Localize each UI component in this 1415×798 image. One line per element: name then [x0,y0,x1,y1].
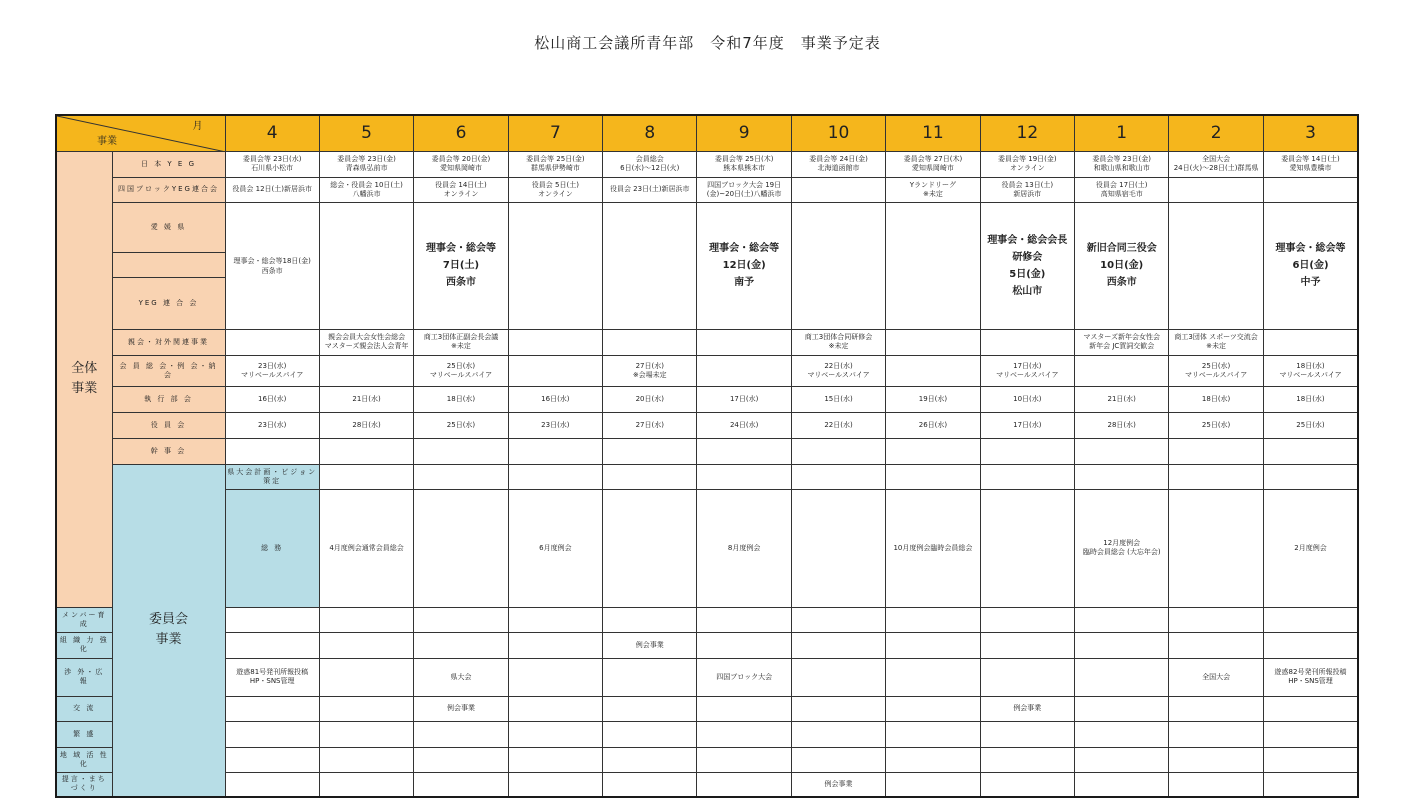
page-title: 松山商工会議所青年部 令和7年度 事業予定表 [534,34,881,52]
schedule-cell: 会員総会 6日(水)～12日(火) [603,151,697,177]
table-row [56,202,1358,252]
schedule-cell: 12月度例会 臨時会員総会 (大忘年会) [1075,489,1169,607]
schedule-cell: 全国大会 24日(火)～28日(土)群馬県 [1169,151,1263,177]
schedule-cell: 16日(水) [508,386,602,412]
schedule-cell: 遊惑81号発刊所報投稿 HP・SNS管理 [225,658,319,696]
table-row [56,177,1358,202]
table-row [56,772,1358,797]
schedule-cell: 25日(水) マリベールスパイア [1169,355,1263,386]
schedule-cell: 役員会 14日(土) オンライン [414,177,508,202]
schedule-cell [603,202,697,329]
schedule-cell [414,772,508,797]
schedule-cell: 26日(水) [886,412,980,438]
schedule-cell: 遊惑82号発刊所報投稿 HP・SNS管理 [1263,658,1357,696]
schedule-cell: 23日(水) [508,412,602,438]
row-label-ehime: 愛 媛 県 [112,202,225,252]
schedule-cell [319,438,413,464]
schedule-cell [1263,607,1357,632]
schedule-cell: 18日(水) マリベールスパイア [1263,355,1357,386]
schedule-cell [1169,607,1263,632]
schedule-cell [319,607,413,632]
schedule-cell [886,464,980,489]
schedule-cell: 県大会 [414,658,508,696]
schedule-cell [603,329,697,355]
schedule-cell: 委員会等 25日(金) 群馬県伊勢崎市 [508,151,602,177]
table-row [56,115,1358,151]
schedule-cell [414,438,508,464]
schedule-cell: 16日(水) [225,386,319,412]
schedule-cell [319,772,413,797]
schedule-cell: 25日(水) [1263,412,1357,438]
schedule-cell [1169,696,1263,721]
schedule-cell: 全国大会 [1169,658,1263,696]
schedule-cell: 25日(水) [1169,412,1263,438]
schedule-cell [980,632,1074,658]
schedule-cell [791,489,885,607]
schedule-cell: 18日(水) [414,386,508,412]
schedule-cell [1075,772,1169,797]
schedule-cell [1169,632,1263,658]
schedule-cell: 理事会・総会会長 研修会 5日(金) 松山市 [980,202,1074,329]
schedule-cell [319,202,413,329]
table-row [56,489,1358,607]
schedule-cell [508,721,602,747]
schedule-cell [225,329,319,355]
schedule-cell [508,772,602,797]
schedule-cell [791,202,885,329]
schedule-cell: 例会事業 [791,772,885,797]
schedule-cell [603,721,697,747]
row-label-hanjo: 繁 盛 [56,721,112,747]
schedule-cell [1263,747,1357,772]
schedule-cell: 19日(水) [886,386,980,412]
schedule-cell: 四国ブロック大会 [697,658,791,696]
schedule-cell: 委員会等 24日(金) 北海道函館市 [791,151,885,177]
schedule-cell: 商工3団体合同研修会 ※未定 [791,329,885,355]
schedule-cell [225,772,319,797]
schedule-cell: 22日(水) [791,412,885,438]
schedule-cell [508,696,602,721]
schedule-cell [225,721,319,747]
group-committee-label: 委員会 事業 [112,464,225,797]
row-label-kentaikai: 県大会計画・ビジョン策定 [225,464,319,489]
schedule-cell [1263,464,1357,489]
schedule-cell [225,747,319,772]
schedule-cell [886,696,980,721]
month-header: 12 [980,115,1074,151]
table-row [56,696,1358,721]
row-label-nihon_yeg: 日 本 Y E G [112,151,225,177]
schedule-cell [319,696,413,721]
schedule-cell [414,721,508,747]
schedule-cell: 17日(水) [980,412,1074,438]
schedule-cell [319,658,413,696]
table-row [56,607,1358,632]
schedule-cell [1263,438,1357,464]
schedule-cell [508,747,602,772]
row-label-shogai: 渉 外・広 報 [56,658,112,696]
schedule-cell [980,658,1074,696]
schedule-cell [1075,607,1169,632]
schedule-cell [319,721,413,747]
schedule-cell [791,438,885,464]
schedule-cell: マスターズ新年会女性会 新年会 JC賀詞交歓会 [1075,329,1169,355]
schedule-cell [697,632,791,658]
row-label-shikkobu: 執 行 部 会 [112,386,225,412]
schedule-cell [980,721,1074,747]
schedule-cell [1075,747,1169,772]
schedule-cell [225,632,319,658]
schedule-cell [980,489,1074,607]
schedule-cell [1075,464,1169,489]
table-row [56,412,1358,438]
schedule-cell: 21日(水) [1075,386,1169,412]
schedule-cell: 商工3団体 スポーツ交流会 ※未定 [1169,329,1263,355]
month-header: 9 [697,115,791,151]
schedule-cell: Yランドリーグ ※未定 [886,177,980,202]
row-label-yakuin: 役 員 会 [112,412,225,438]
schedule-cell: 役員会 12日(土)新居浜市 [225,177,319,202]
schedule-cell [697,747,791,772]
schedule-cell [886,632,980,658]
schedule-cell [980,747,1074,772]
row-label-somu: 総 務 [225,489,319,607]
schedule-cell [1169,177,1263,202]
schedule-cell: 役員会 13日(土) 新居浜市 [980,177,1074,202]
schedule-cell: 理事会・総会等 6日(金) 中予 [1263,202,1357,329]
month-header: 3 [1263,115,1357,151]
schedule-cell: 例会事業 [414,696,508,721]
schedule-cell [697,607,791,632]
row-label-soshiki: 組 織 力 強 化 [56,632,112,658]
schedule-cell [225,607,319,632]
schedule-cell [1263,721,1357,747]
row-label-oyakai: 親会・対外関連事業 [112,329,225,355]
schedule-cell: 役員会 17日(土) 高知県宿毛市 [1075,177,1169,202]
schedule-cell [1263,177,1357,202]
schedule-cell [697,696,791,721]
schedule-cell [1169,464,1263,489]
schedule-cell [1169,772,1263,797]
row-label-kanji: 幹 事 会 [112,438,225,464]
schedule-cell [791,632,885,658]
schedule-cell: 10月度例会臨時会員総会 [886,489,980,607]
table-row [56,658,1358,696]
schedule-cell: 理事会・総会等 12日(金) 南予 [697,202,791,329]
schedule-cell [886,721,980,747]
schedule-cell: 例会事業 [603,632,697,658]
schedule-cell: 10日(水) [980,386,1074,412]
schedule-cell [791,464,885,489]
schedule-cell [603,747,697,772]
schedule-cell [508,438,602,464]
schedule-cell: 21日(水) [319,386,413,412]
row-label-teigen: 提言・まちづくり [56,772,112,797]
schedule-cell [414,464,508,489]
schedule-cell [603,438,697,464]
table-row [56,386,1358,412]
month-header: 5 [319,115,413,151]
schedule-cell: 17日(水) マリベールスパイア [980,355,1074,386]
schedule-cell [1075,355,1169,386]
schedule-cell [508,464,602,489]
table-row [56,721,1358,747]
schedule-cell: 委員会等 20日(金) 愛知県岡崎市 [414,151,508,177]
schedule-cell: 委員会等 19日(金) オンライン [980,151,1074,177]
schedule-cell [1263,632,1357,658]
schedule-cell: 例会事業 [980,696,1074,721]
schedule-cell [886,355,980,386]
row-label-chiiki: 地 域 活 性 化 [56,747,112,772]
schedule-cell [697,438,791,464]
schedule-cell: 15日(水) [791,386,885,412]
schedule-cell: 6月度例会 [508,489,602,607]
header-corner [56,115,225,151]
schedule-cell: 委員会等 23日(金) 青森県弘前市 [319,151,413,177]
schedule-cell [886,438,980,464]
schedule-cell [319,632,413,658]
schedule-cell: 委員会等 25日(木) 熊本県熊本市 [697,151,791,177]
schedule-cell [980,464,1074,489]
header-month-label: 月 [192,121,203,132]
month-header: 4 [225,115,319,151]
schedule-cell [1075,658,1169,696]
schedule-cell [508,632,602,658]
schedule-cell: 28日(水) [319,412,413,438]
header-business-label: 事業 [97,135,117,147]
schedule-cell [414,632,508,658]
month-header: 11 [886,115,980,151]
schedule-cell [603,772,697,797]
schedule-cell [1075,438,1169,464]
schedule-cell: 23日(水) [225,412,319,438]
schedule-cell: 22日(水) マリベールスパイア [791,355,885,386]
schedule-cell [697,464,791,489]
row-label-yeg_rengo: YEG 連 合 会 [112,277,225,329]
month-header: 7 [508,115,602,151]
schedule-cell [1075,632,1169,658]
schedule-cell: 親会会員大会女性会総会 マスターズ親会法人会青年 [319,329,413,355]
schedule-cell [791,696,885,721]
table-row [56,747,1358,772]
schedule-cell: 18日(水) [1169,386,1263,412]
schedule-cell [1169,721,1263,747]
schedule-cell [225,696,319,721]
schedule-cell [697,772,791,797]
schedule-cell [791,721,885,747]
table-row [56,329,1358,355]
schedule-cell [886,658,980,696]
schedule-cell: 商工3団体正副会長会議 ※未定 [414,329,508,355]
group-all-label: 全体 事業 [56,151,112,607]
schedule-cell [508,658,602,696]
schedule-cell [980,772,1074,797]
schedule-cell: 4月度例会通常会員総会 [319,489,413,607]
schedule-cell: 委員会等 14日(土) 愛知県豊橋市 [1263,151,1357,177]
schedule-cell: 2月度例会 [1263,489,1357,607]
row-label-blank [112,252,225,277]
schedule-cell: 17日(水) [697,386,791,412]
schedule-cell [319,355,413,386]
schedule-cell: 四国ブロック大会 19日 (金)~20日(土)八幡浜市 [697,177,791,202]
table-row [56,355,1358,386]
schedule-cell [1169,438,1263,464]
schedule-cell [791,658,885,696]
schedule-cell: 25日(水) [414,412,508,438]
schedule-cell [697,355,791,386]
schedule-cell: 18日(水) [1263,386,1357,412]
schedule-cell [886,747,980,772]
schedule-cell: 27日(水) ※会場未定 [603,355,697,386]
schedule-cell: 委員会等 23日(金) 和歌山県和歌山市 [1075,151,1169,177]
schedule-cell [508,607,602,632]
month-header: 8 [603,115,697,151]
schedule-cell [980,329,1074,355]
schedule-cell: 委員会等 27日(木) 愛知県岡崎市 [886,151,980,177]
schedule-cell [791,177,885,202]
schedule-cell [603,658,697,696]
schedule-cell: 25日(水) マリベールスパイア [414,355,508,386]
schedule-cell [603,696,697,721]
schedule-cell: 総会・役員会 10日(土) 八幡浜市 [319,177,413,202]
schedule-cell: 理事会・総会等 7日(土) 西条市 [414,202,508,329]
row-label-koryu: 交 流 [56,696,112,721]
table-row [56,464,1358,489]
month-header: 10 [791,115,885,151]
schedule-table [55,114,1359,798]
schedule-cell [791,747,885,772]
schedule-cell [1263,696,1357,721]
schedule-cell [508,355,602,386]
schedule-cell: 理事会・総会等18日(金) 西条市 [225,202,319,329]
schedule-cell [319,464,413,489]
schedule-cell: 役員会 5日(土) オンライン [508,177,602,202]
schedule-cell [1169,747,1263,772]
schedule-cell [886,329,980,355]
table-row [56,632,1358,658]
month-header: 1 [1075,115,1169,151]
schedule-cell [603,607,697,632]
schedule-cell [886,202,980,329]
row-label-member: メンバー育成 [56,607,112,632]
schedule-cell [980,607,1074,632]
schedule-cell [1075,721,1169,747]
schedule-cell [791,607,885,632]
schedule-cell [1263,329,1357,355]
schedule-cell: 27日(水) [603,412,697,438]
schedule-cell [697,721,791,747]
schedule-cell [508,329,602,355]
schedule-cell [1169,202,1263,329]
schedule-cell: 委員会等 23日(水) 石川県小松市 [225,151,319,177]
schedule-cell [225,438,319,464]
schedule-cell [886,607,980,632]
schedule-cell [886,772,980,797]
schedule-cell [697,329,791,355]
schedule-cell [508,202,602,329]
schedule-cell [319,747,413,772]
schedule-cell [414,489,508,607]
schedule-cell [603,464,697,489]
schedule-cell [1169,489,1263,607]
schedule-cell [1075,696,1169,721]
schedule-cell [414,607,508,632]
schedule-cell [414,747,508,772]
schedule-cell: 20日(水) [603,386,697,412]
schedule-cell: 新旧合同三役会 10日(金) 西条市 [1075,202,1169,329]
schedule-cell: 28日(水) [1075,412,1169,438]
table-row [56,438,1358,464]
schedule-cell: 23日(水) マリベールスパイア [225,355,319,386]
schedule-cell: 8月度例会 [697,489,791,607]
schedule-cell [1263,772,1357,797]
schedule-cell: 24日(水) [697,412,791,438]
month-header: 2 [1169,115,1263,151]
schedule-cell [603,489,697,607]
row-label-sokai: 会 員 総 会・例 会・納 会 [112,355,225,386]
month-header: 6 [414,115,508,151]
table-row [56,151,1358,177]
schedule-cell [980,438,1074,464]
row-label-shikoku: 四国ブロックYEG連合会 [112,177,225,202]
schedule-cell: 役員会 23日(土)新居浜市 [603,177,697,202]
